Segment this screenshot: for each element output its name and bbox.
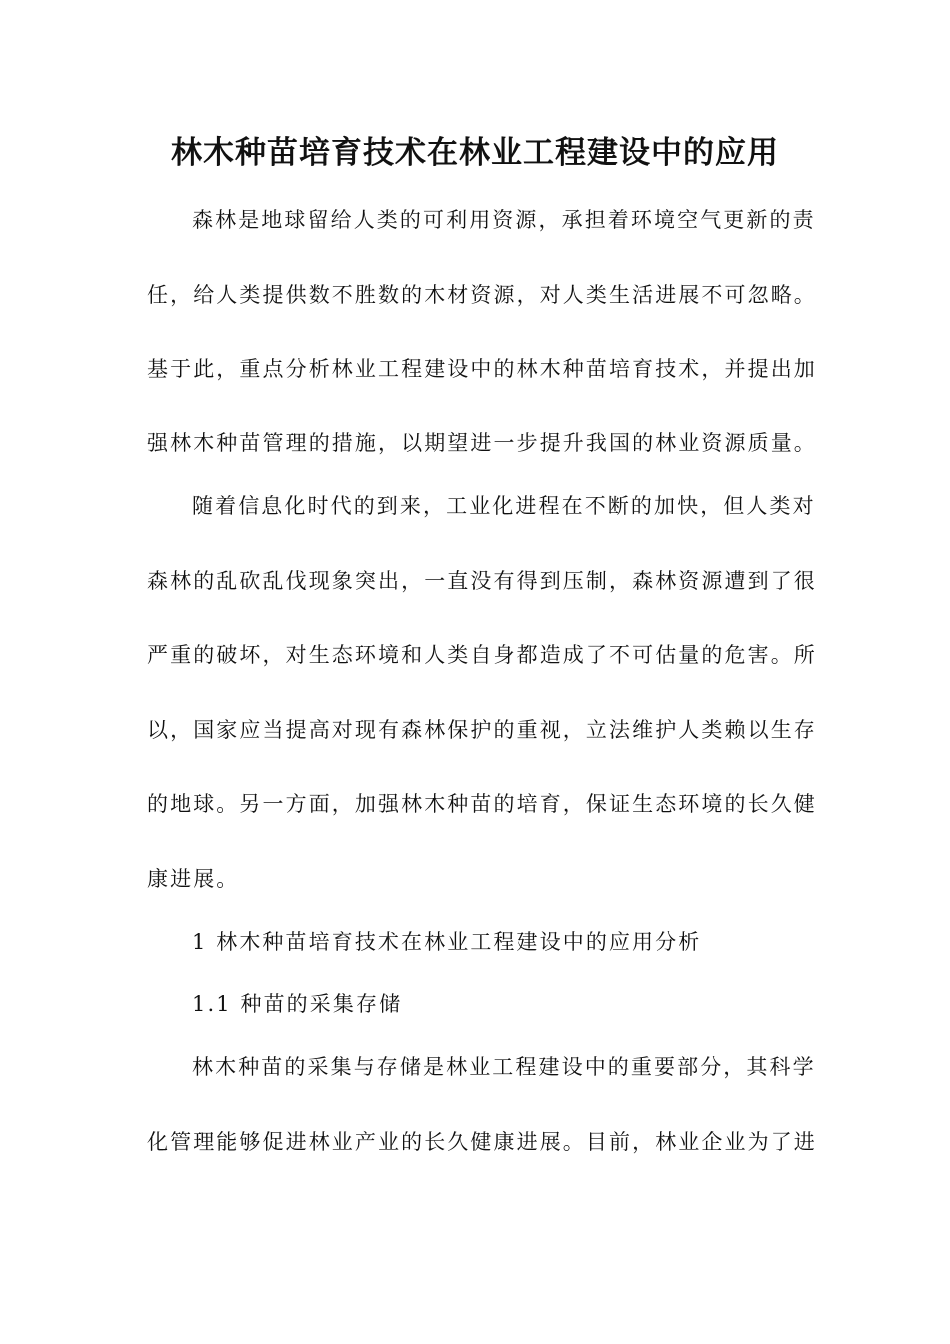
paragraph-line: 强林木种苗管理的措施，以期望进一步提升我国的林业资源质量。 <box>147 431 817 455</box>
paragraph-line: 森林是地球留给人类的可利用资源，承担着环境空气更新的责 <box>192 208 816 232</box>
paragraph-line: 的地球。另一方面，加强林木种苗的培育，保证生态环境的长久健 <box>147 792 817 816</box>
paragraph-line: 康进展。 <box>147 867 240 891</box>
paragraph-line: 林木种苗的采集与存储是林业工程建设中的重要部分，其科学 <box>192 1055 816 1079</box>
paragraph-line: 随着信息化时代的到来，工业化进程在不断的加快，但人类对 <box>192 494 816 518</box>
document-title: 林木种苗培育技术在林业工程建设中的应用 <box>171 135 779 171</box>
subsection-heading: 1.1 种苗的采集存储 <box>192 992 403 1016</box>
section-heading: 1 林木种苗培育技术在林业工程建设中的应用分析 <box>192 930 702 954</box>
paragraph-line: 森林的乱砍乱伐现象突出，一直没有得到压制，森林资源遭到了很 <box>147 569 817 593</box>
paragraph-line: 基于此，重点分析林业工程建设中的林木种苗培育技术，并提出加 <box>147 357 817 381</box>
paragraph-line: 以，国家应当提高对现有森林保护的重视，立法维护人类赖以生存 <box>147 718 817 742</box>
paragraph-line: 任，给人类提供数不胜数的木材资源，对人类生活进展不可忽略。 <box>147 283 817 307</box>
paragraph-line: 严重的破坏，对生态环境和人类自身都造成了不可估量的危害。所 <box>147 643 817 667</box>
paragraph-line: 化管理能够促进林业产业的长久健康进展。目前，林业企业为了进 <box>147 1130 817 1154</box>
